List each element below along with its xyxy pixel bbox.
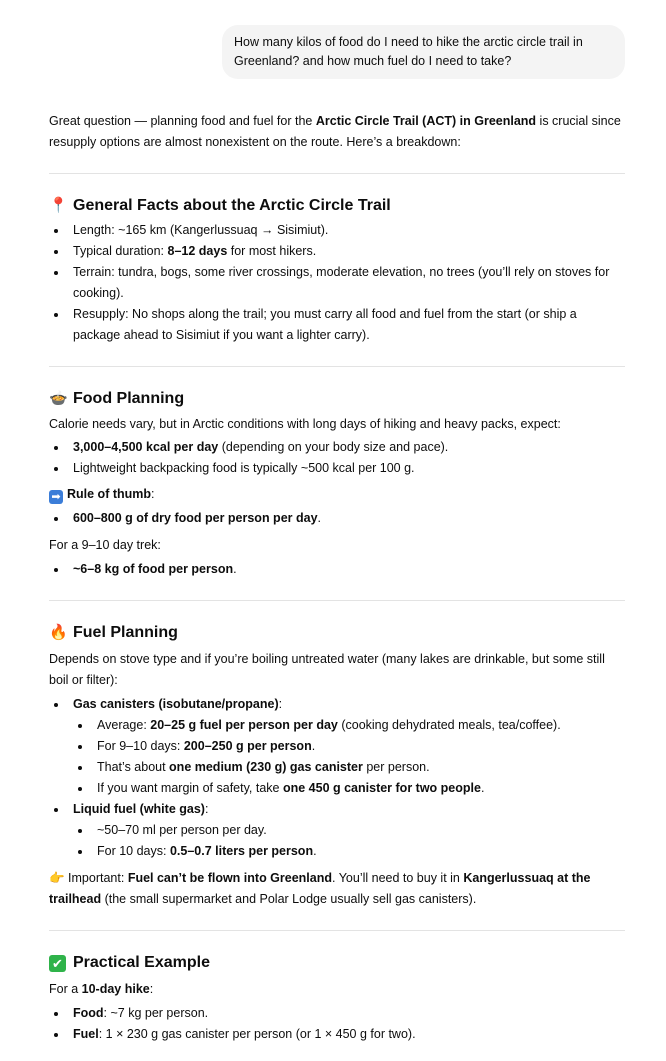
pointing-hand-icon: 👉 <box>49 871 65 885</box>
list-item: Average: 20–25 g fuel per person per day (cooking dehydrated meals, tea/coffee). <box>97 715 625 736</box>
list-item: Fuel: 1 × 230 g gas canister per person (or 1 × 450 g for two). <box>73 1024 625 1045</box>
list-item: 600–800 g of dry food per person per day. <box>73 508 625 529</box>
intro-bold: Arctic Circle Trail (ACT) in Greenland <box>315 114 537 128</box>
list-item: Lightweight backpacking food is typically ~500 kcal per 100 g. <box>73 458 625 479</box>
list-item: If you want margin of safety, take one 450 g canister for two people. <box>97 778 625 799</box>
list-item: For 10 days: 0.5–0.7 liters per person. <box>97 841 625 862</box>
food-intro: Calorie needs vary, but in Arctic conditions with long days of hiking and heavy packs, expect: <box>49 417 561 431</box>
divider <box>49 366 625 367</box>
section-heading-fuel-planning <box>49 622 625 644</box>
section-title: Food Planning <box>73 390 185 407</box>
user-message-text: How many kilos of food do I need to hike the arctic circle trail in Greenland? and how much fuel do I need to take? <box>234 35 583 68</box>
divider <box>49 173 625 174</box>
list-item: Length: ~165 km (Kangerlussuaq → Sisimiut). <box>73 220 625 241</box>
fuel-list <box>49 694 625 862</box>
pin-icon: 📍 <box>49 197 68 214</box>
general-facts-list <box>49 220 625 346</box>
list-item: That’s about one medium (230 g) gas canister per person. <box>97 757 625 778</box>
intro-text: Great question — planning food and fuel for the <box>49 114 316 128</box>
example-list <box>49 1003 625 1045</box>
gas-sublist <box>73 715 625 799</box>
section-title: Practical Example <box>73 954 210 971</box>
trek-list <box>49 559 625 580</box>
section-heading-food-planning <box>49 388 625 410</box>
rule-of-thumb: ➡ Rule of thumb: <box>49 484 625 505</box>
fire-icon: 🔥 <box>49 624 68 641</box>
list-item: Food: ~7 kg per person. <box>73 1003 625 1024</box>
fuel-intro: Depends on stove type and if you’re boiling untreated water (many lakes are drinkable, but some still boil or filter): <box>49 652 605 687</box>
list-item-liquid: Liquid fuel (white gas): ~50–70 ml per person per day. For 10 days: 0.5–0.7 liters per person. <box>73 799 625 862</box>
list-item: Typical duration: 8–12 days for most hikers. <box>73 241 625 262</box>
liquid-sublist <box>73 820 625 862</box>
list-item: For 9–10 days: 200–250 g per person. <box>97 736 625 757</box>
assistant-response <box>49 111 625 1045</box>
section-heading-general-facts <box>49 195 625 217</box>
intro-paragraph <box>49 111 625 153</box>
divider <box>49 930 625 931</box>
example-intro: For a 10-day hike: <box>49 982 154 996</box>
food-bowl-icon: 🍲 <box>49 390 68 407</box>
arrow-right-icon: ➡ <box>49 490 63 504</box>
list-item: ~6–8 kg of food per person. <box>73 559 625 580</box>
section-title: Fuel Planning <box>73 624 178 641</box>
section-heading-practical-example <box>49 952 625 974</box>
list-item: 3,000–4,500 kcal per day (depending on your body size and pace). <box>73 437 625 458</box>
section-title: General Facts about the Arctic Circle Trail <box>73 197 391 214</box>
list-item: Resupply: No shops along the trail; you must carry all food and fuel from the start (or ship a package ahead to Sisimiut if you want a lighter carry). <box>73 304 625 346</box>
list-item-gas: Gas canisters (isobutane/propane): Average: 20–25 g fuel per person per day (cooking dehydrated meals, tea/coffee). For 9–10 days: 200–250 g per person. That’s about one medium (230 g) gas canister per person. If you want margin of safety, take one 450 g canister for two people. <box>73 694 625 799</box>
intro-text-end: is crucial since resupply options are almost nonexistent on the route. Here’s a breakdown: <box>49 114 621 149</box>
trek-label: For a 9–10 day trek: <box>49 538 161 552</box>
divider <box>49 600 625 601</box>
check-mark-icon: ✔ <box>49 955 66 972</box>
important-note: 👉 Important: Fuel can’t be flown into Greenland. You’ll need to buy it in Kangerlussuaq at the trailhead (the small supermarket and Polar Lodge usually sell gas canisters). <box>49 871 591 906</box>
list-item: Terrain: tundra, bogs, some river crossings, moderate elevation, no trees (you’ll rely on stoves for cooking). <box>73 262 625 304</box>
user-message-bubble <box>222 25 625 79</box>
list-item: ~50–70 ml per person per day. <box>97 820 625 841</box>
food-list <box>49 437 625 479</box>
rule-list <box>49 508 625 529</box>
